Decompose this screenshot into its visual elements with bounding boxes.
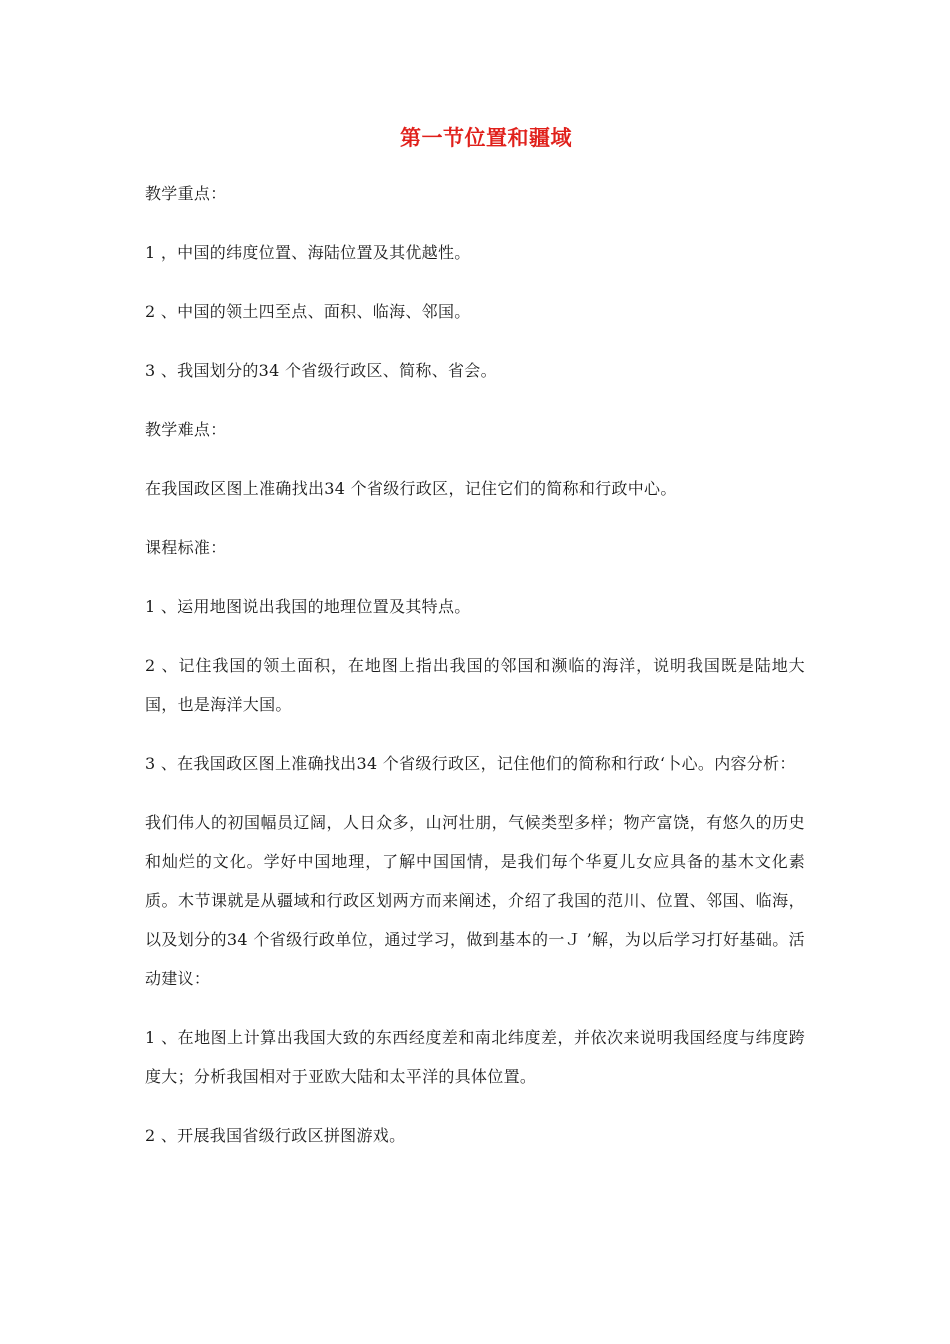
paragraph: 1 、运用地图说出我国的地理位置及其特点。 (145, 597, 471, 616)
paragraph-heading-difficulties: 教学难点： (145, 420, 227, 439)
paragraph: 1 ，中国的纬度位置、海陆位置及其优越性。 (145, 243, 471, 262)
paragraph: 在我国政区图上准确找出34 个省级行政区，记住它们的简称和行政中心。 (145, 479, 677, 498)
paragraph: 2 、记住我国的领土面积，在地图上指出我国的邻国和濒临的海洋，说明我国既是陆地大国，也是海洋大国。 (145, 656, 805, 714)
paragraph: 3 、我国划分的34 个省级行政区、简称、省会。 (145, 361, 497, 380)
paragraph: 3 、在我国政区图上准确找出34 个省级行政区，记住他们的简称和行政‘卜心。内容分析： (145, 754, 796, 773)
page-title: 第一节位置和疆域 (400, 125, 572, 150)
document-body (145, 174, 805, 1155)
paragraph-heading-key-points: 教学重点： (145, 184, 227, 203)
paragraph-heading-curriculum-standard: 课程标准： (145, 538, 227, 557)
paragraph: 2 、开展我国省级行政区拼图游戏。 (145, 1126, 406, 1145)
paragraph: 1 、在地图上计算出我国大致的东西经度差和南北纬度差，并依次来说明我国经度与纬度跨度大；分析我国相对于亚欧大陆和太平洋的具体位置。 (145, 1028, 805, 1086)
paragraph: 2 、中国的领土四至点、面积、临海、邻国。 (145, 302, 471, 321)
paragraph: 我们伟人的初国幅员辽阔，人日众多，山河壮朋，气候类型多样；物产富饶，有悠久的历史和灿烂的文化。学好中国地理，了解中国国情，是我们毎个华夏儿女应具备的基木文化素质。木节课就是从疆域和行政区划两方而来阐述，介绍了我国的范川、位置、邻国、临海，以及划分的34 个省级行政单位，通过学习，做到基本的一Ｊ ’解，为以后学习打好基础。活动建议： (145, 813, 805, 988)
